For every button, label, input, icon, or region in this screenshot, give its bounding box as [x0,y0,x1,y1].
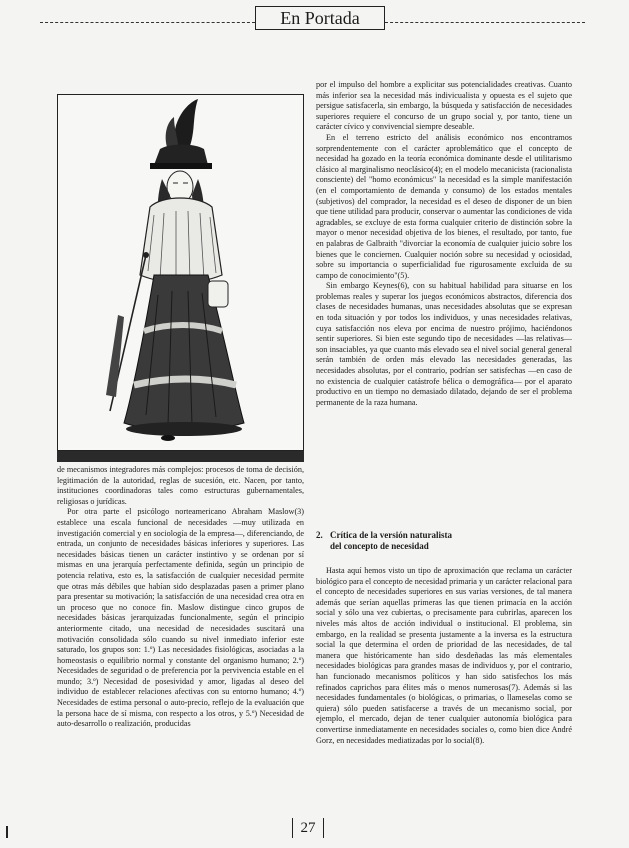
paragraph: Hasta aquí hemos visto un tipo de aproximación que reclama un carácter biológico para el concepto de necesidad primaria y un carácter relacional para el concepto de necesidades superiores en sus varias versiones, de tal manera además que serían aquellas primeras las que tienen primacía en la acción social y sólo una vez cubiertas, o precisamente para cubrirlas, aparecen los niveles más altos de acción individual o institucional. El problema, sin embargo, en la realidad se presenta justamente a la inversa es la estructura social la que determina el orden de prioridad de las necesidades, de tal manera que históricamente han sido desdeñadas las más elementales necesidades biológicas para grandes masas de individuos y, por el contrario, han funcionado mecanismos políticos y han sido satisfechos los más refinados caprichos para élites más o menos numerosas(7). Además si las necesidades fundamentales (o biológicas, o primarias, o llameselas como se quiera) sólo pueden satisfacerse a través de un mecanismo social, por ejemplo, el mercado, dejan de tener cualquier autonomía biológica para convertirse inmediatamente en necesidades sociales o, como bien dice André Gorz, en necesidades mediatizadas por lo social(8). [316,566,572,745]
paragraph: Sin embargo Keynes(6), con su habitual habilidad para situarse en los problemas reales y superar los juegos económicos abstractos, diferencia dos clases de necesidades humanas, unas necesidades absolutas que se expresan en toda situación y por todos los individuos, y unas necesidades relativas, cuya satisfacción nos eleva por encima de nuestro prójimo, haciéndonos sentir superiores. Si bien este segundo tipo de necesidades —las relativas— son insaciables, ya que cuanto más elevado sea el nivel social general general serán también de orden más elevado las necesidades generadas, las necesidades absolutas, por el contrario, podrían ser satisfechas —en caso de no existencia de cualquier catástrofe bélica o demográfica— por el aparato productivo en un tiempo no demasiado dilatado, dejando de ser el problema permanente de la raza humana. [316,281,572,407]
section-number: 2. [316,530,323,540]
section-header: En Portada [255,6,385,30]
paragraph: por el impulso del hombre a explicitar sus potencialidades creativas. Cuanto más inferior sea la necesidad más indivicualista y opuesta es el sujeto que persigue satisfacerla, sin embargo, la búsqueda y satisfacción de necesidades superiores requiere el concurso de un grupo social y, por tanto, tiene un carácter cívico y convivencial siempre deseable. [316,80,572,132]
section-heading [316,530,572,552]
margin-mark [6,826,8,838]
header-rule-left [40,22,255,24]
section-title-line1: Crítica de la versión naturalista [330,530,452,540]
section-title-line2: del concepto de necesidad [330,541,429,551]
header-rule-right [385,22,585,24]
left-column-text [57,465,304,730]
victorian-woman-illustration [57,94,304,451]
paragraph: En el terreno estricto del análisis económico nos encontramos sorprendentemente con el carácter aproblemático que el concepto de necesidad ha gozado en la teoría económica dominante desde el utilitarismo clásico al marginalismo neoclásico(4); en el modelo mecanicista (racionalista consciente) del "homo económicus" la necesidad es la simple manifestación (en el comportamiento de demanda y consumo) de los estados mentales (subjetivos) del comprador, la necesidad es el deseo de disponer de un bien que tiene utilidad para producir, conservar o aumentar las condiciones de vida agradables, se excluye de esta forma cualquier criterio de distinción sobre la mayor o menor necesidad objetiva de los bienes, el resultado, por tanto, fue en palabras de Galbraith "divorciar la economía de cualquier juicio sobre los bienes que le conciernen. Cualquier noción sobre su necesidad y ociosidad, sobre su importancia o superficialidad fue rigurosamente excluida de su campo de conocimiento"(5). [316,132,572,280]
paragraph: de mecanismos integradores más complejos: procesos de toma de decisión, legitimación de la autoridad, reglas de sucesión, etc. Nacen, por tanto, instituciones coordinadoras tales como estructuras gubernamentales, religiosas o jurídicas. [57,465,304,506]
illustration-caption-band [57,451,304,462]
page-number: 27 [292,818,324,838]
right-column-text-top [316,80,572,408]
paragraph: Por otra parte el psicólogo norteamericano Abraham Maslow(3) establece una escala funcional de necesidades —muy utilizada en investigación comercial y en sociología de la empresa—, diferenciando, de entrada, un conjunto de necesidades básicas inferiores y superiores. Las necesidades básicas tienen un carácter instintivo y se ordenan por sí mismas en una jerarquía perfectamente definida, según un principio de potencia relativa, esto es, la satisfacción de cualquier necesidad permite que otras más débiles que habían sido desplazadas pasen a primer plano para presentar su motivación; la satisfacción de una necesidad crea otra en un proceso que no conoce fin. Maslow distingue cinco grupos de necesidades básicas jerarquizadas funcionalmente, según el principio anteriormente citado, una necesidad de necesidades suscitará una motivación consolidada sólo cuando su nivel inmediato inferior este saturado, los grupos son: 1.º) Las necesidades fisiológicas, asociadas a la homeostasis o equilibrio normal y constante del organismo humano; 2.º) Necesidades de seguridad o de preferencia por la pervivencia estable en el mundo; 3.º) Necesidad de posesividad y amor, ligadas al deseo del individuo de establecer relaciones afectivas con su entorno humano; 4.º) Necesidades de estima personal o auto-precio, reflejo de la evaluación que la persona hace de sí misma, con respecto a los otros, y 5.º) Necesidad de auto-desarrollo o realización, producidas [57,507,304,729]
right-column-text-bottom [316,566,572,746]
